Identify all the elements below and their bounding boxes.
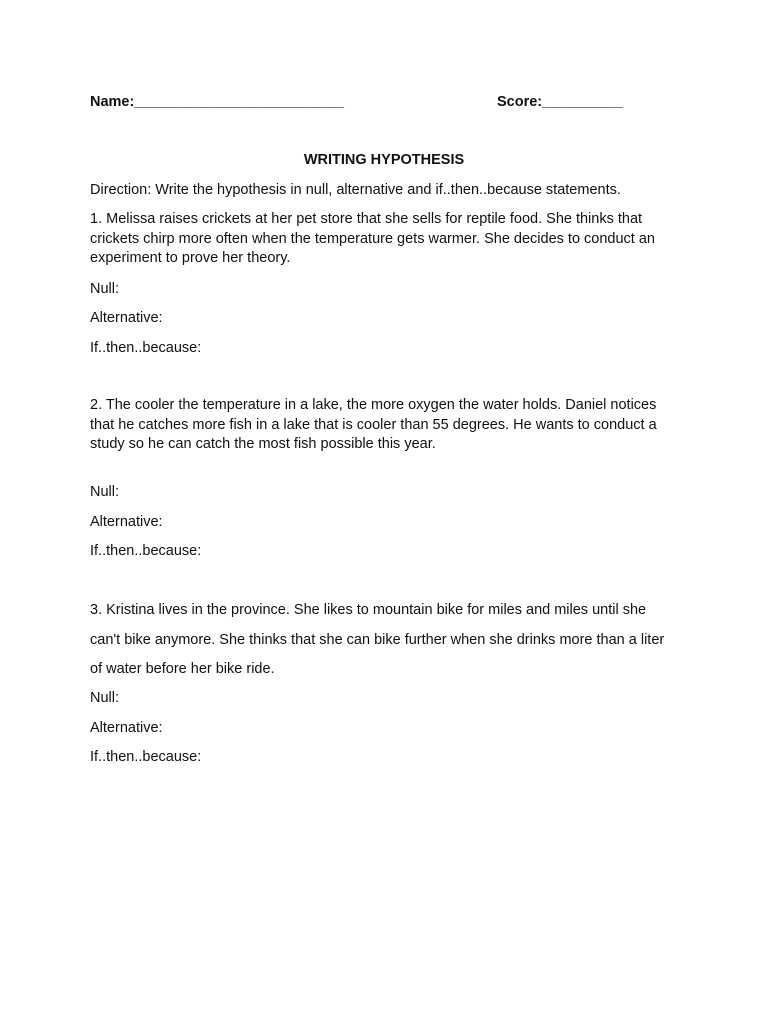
- question-3-alternative-label: Alternative:: [90, 720, 163, 736]
- question-1-prompt: 1. Melissa raises crickets at her pet store that she sells for reptile food. She thinks that crickets chirp more often when the temperature gets warmer. She decides to conduct an experiment to prove her theory.: [90, 211, 655, 266]
- question-1-alternative-label: Alternative:: [90, 310, 163, 326]
- question-3-null-label: Null:: [90, 690, 120, 706]
- question-2-prompt: 2. The cooler the temperature in a lake, the more oxygen the water holds. Daniel notices that he catches more fish in a lake that is cooler than 55 degrees. He wants to conduct a study so he can catch the most fish possible this year.: [90, 397, 657, 452]
- question-3-prompt: 3. Kristina lives in the province. She likes to mountain bike for miles and miles until she can't bike anymore. She thinks that she can bike further when she drinks more than a liter of water before her bike ride.: [90, 602, 665, 677]
- question-2-alternative-label: Alternative:: [90, 514, 163, 530]
- question-2-if-then-label: If..then..because:: [90, 543, 202, 559]
- question-1-null-label: Null:: [90, 281, 120, 297]
- question-1-if-then-label: If..then..because:: [90, 340, 202, 356]
- score-field-line: Score:__________: [497, 94, 623, 110]
- question-2-null-label: Null:: [90, 484, 120, 500]
- direction-text: Direction: Write the hypothesis in null, alternative and if..then..because statements.: [90, 182, 621, 198]
- name-field-line: Name:__________________________: [90, 94, 344, 110]
- worksheet-title: WRITING HYPOTHESIS: [303, 152, 465, 168]
- question-3-if-then-label: If..then..because:: [90, 749, 202, 765]
